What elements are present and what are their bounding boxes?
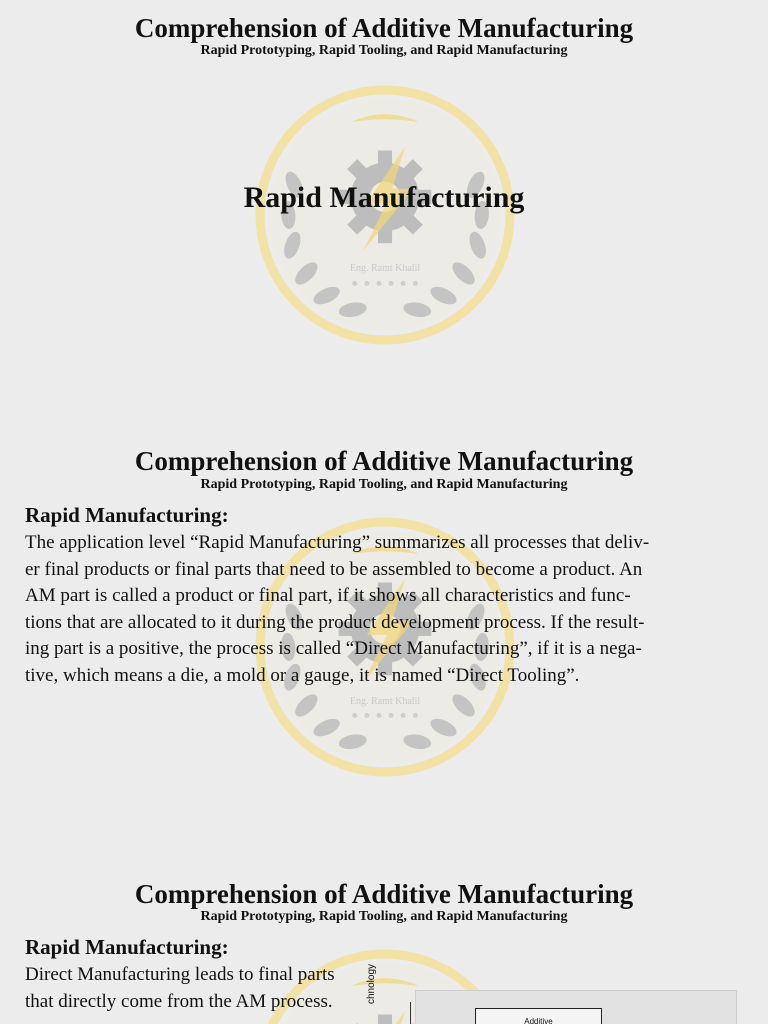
slide-title: Comprehension of Additive Manufacturing <box>134 879 634 909</box>
paragraph-line: Direct Manufacturing leads to final parts <box>25 964 335 985</box>
section-heading: Rapid Manufacturing: <box>25 503 229 527</box>
slide-subtitle: Rapid Prototyping, Rapid Tooling, and Rapid Manufacturing <box>200 43 568 58</box>
slide-1 <box>0 0 768 432</box>
slide-subtitle: Rapid Prototyping, Rapid Tooling, and Rapid Manufacturing <box>200 477 568 492</box>
watermark-text: Eng. Ramt Khalil <box>349 263 421 274</box>
slide-title: Comprehension of Additive Manufacturing <box>134 13 634 43</box>
paragraph-line: tions that are allocated to it during the product development process. If the result- <box>25 611 645 633</box>
watermark-seal-icon <box>254 84 516 346</box>
paragraph <box>25 530 743 689</box>
paragraph-line: The application level “Rapid Manufacturing” summarizes all processes that deliv- <box>25 532 650 553</box>
paragraph-line: tive, which means a die, a mold or a gauge, it is named “Direct Tooling”. <box>25 664 580 686</box>
slide-title: Comprehension of Additive Manufacturing <box>134 446 634 476</box>
paragraph-line: ing part is a positive, the process is called “Direct Manufacturing”, if it is a nega- <box>25 638 642 659</box>
slide-subtitle: Rapid Prototyping, Rapid Tooling, and Rapid Manufacturing <box>200 909 568 924</box>
section-title: Rapid Manufacturing <box>243 181 525 214</box>
diagram-axis-arrow-icon <box>410 1002 411 1024</box>
diagram-box-label: Additive <box>524 1017 553 1024</box>
watermark-text: Eng. Ramt Khalil <box>349 696 421 707</box>
paragraph-line: AM part is called a product or final part, if it shows all characteristics and func- <box>25 585 631 606</box>
diagram-box <box>475 1008 602 1024</box>
diagram <box>366 963 750 1024</box>
paragraph <box>25 962 395 1015</box>
section-heading: Rapid Manufacturing: <box>25 935 229 959</box>
paragraph-line: that directly come from the AM process. <box>25 990 333 1012</box>
paragraph-line: er final products or final parts that need to be assembled to become a product. An <box>25 558 643 580</box>
slide-3 <box>0 864 768 1024</box>
slide-2 <box>0 432 768 864</box>
diagram-axis-label: chnology <box>366 963 377 1004</box>
